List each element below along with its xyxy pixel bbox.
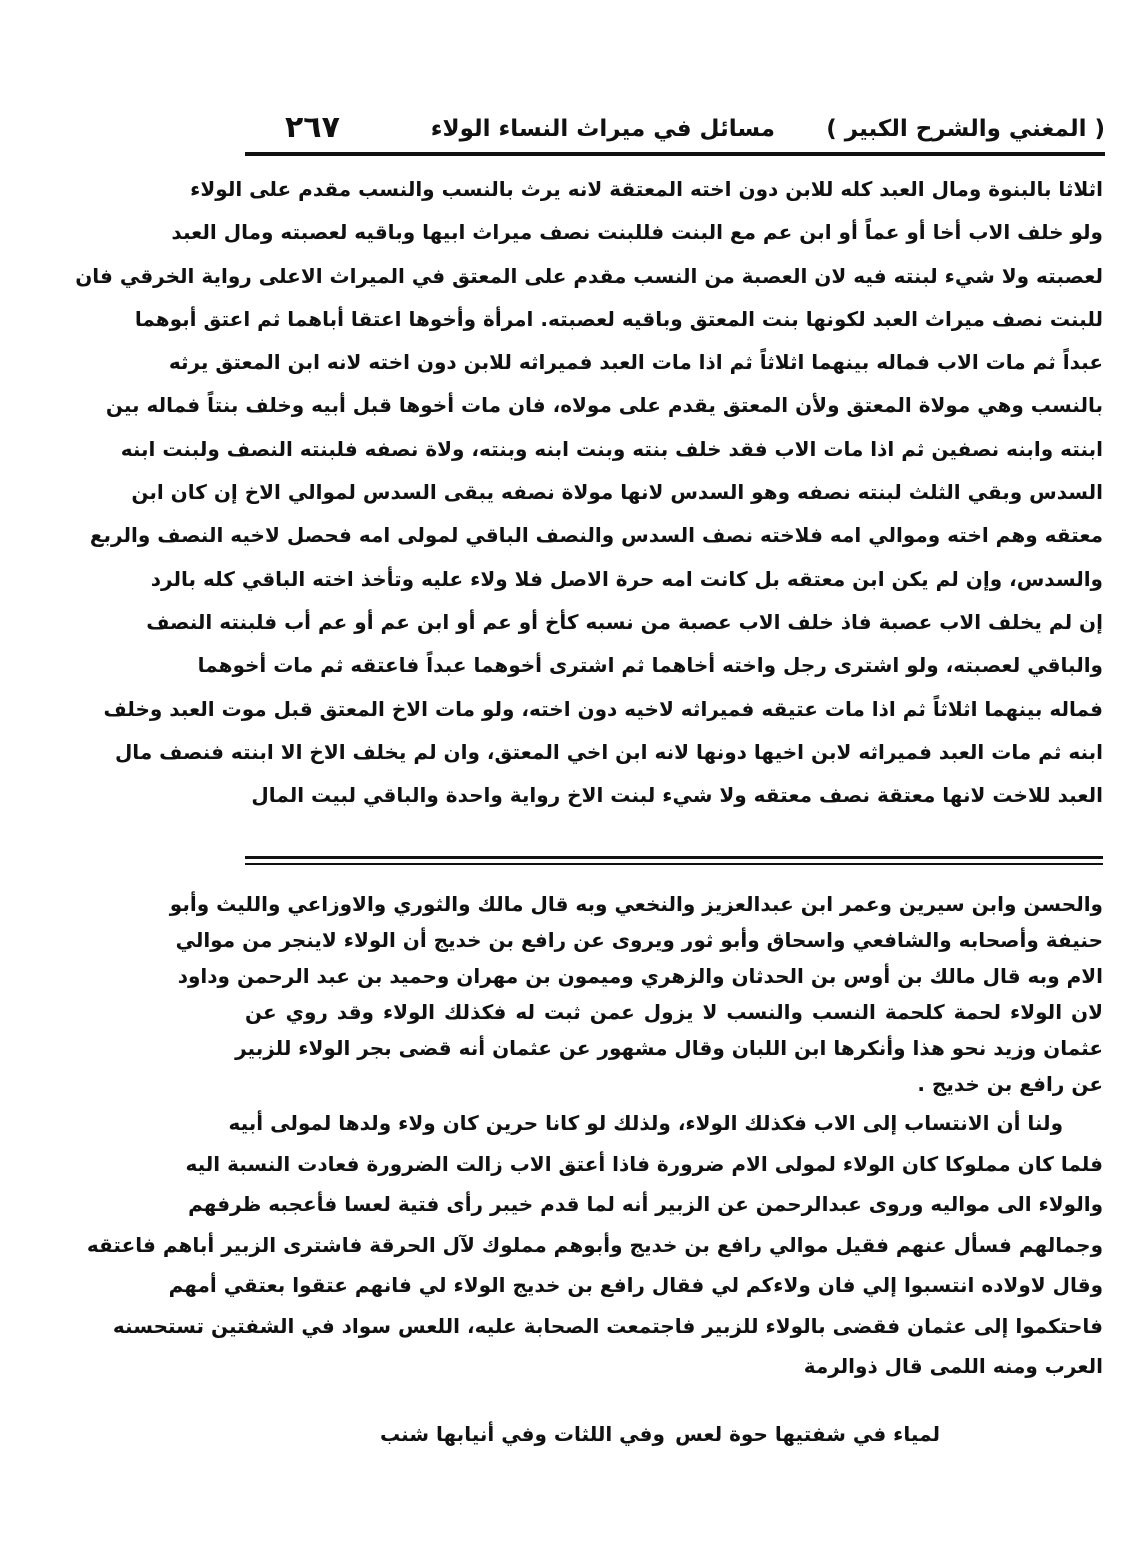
footnote-line: فلما كان مملوكا كان الولاء لمولى الام ضرورة فاذا أعتق الاب زالت الضرورة فعادت النسبة اليه: [185, 1151, 1103, 1176]
text-line: والسدس، وإن لم يكن ابن معتقه بل كانت امه حرة الاصل فلا ولاء عليه وتأخذ اخته الباقي كله بالرد: [150, 566, 1103, 591]
text-line: إن لم يخلف الاب عصبة فاذ خلف الاب عصبة من نسبه كأخ أو عم أو ابن عم أو عم أب فلبنته النصف: [146, 609, 1103, 634]
text-line: ابنه ثم مات العبد فميراثه لابن اخيها دونها لانه ابن اخي المعتق، وان لم يخلف الاخ الا ابنته فنصف مال: [114, 739, 1103, 764]
text-line: والباقي لعصبته، ولو اشترى رجل واخته أخاهما ثم اشترى أخوهما عبداً فاعتقه ثم مات أخوهما: [197, 653, 1103, 678]
text-line: معتقه وهم اخته وموالي امه فلاخته نصف السدس والنصف الباقي لمولى امه فحصل لاخيه النصف والربع: [89, 523, 1103, 548]
page-number: ٢٦٧: [285, 110, 340, 145]
footnote-line: فاحتكموا إلى عثمان فقضى بالولاء للزبير فاجتمعت الصحابة عليه، اللعس سواد في الشفتين تستحسنه: [112, 1313, 1103, 1338]
text-line: العبد للاخت لانها معتقة نصف معتقه ولا شيء لبنت الاخ رواية واحدة والباقي لبيت المال: [251, 783, 1103, 808]
text-line: اثلاثا بالبنوة ومال العبد كله للابن دون اخته المعتقة لانه يرث بالنسب والنسب مقدم على الولاء: [190, 177, 1103, 201]
header-rule: [245, 152, 1105, 156]
poetry-verse: [380, 1422, 940, 1446]
footnote-text: [169, 886, 1103, 1102]
footnote-line: ولنا أن الانتساب إلى الاب فكذلك الولاء، ولذلك لو كانا حرين كان ولاء ولدها لمولى أبيه: [228, 1111, 1063, 1135]
footnote-line: عن رافع بن خديج .: [917, 1072, 1103, 1096]
text-line: عبداً ثم مات الاب فماله بينهما اثلاثاً ثم اذا مات العبد فميراثه للابن دون اخته لانه ابن المعتق يرثه: [168, 350, 1103, 375]
footnote-line: عثمان وزيد نحو هذا وأنكرها ابن اللبان وقال مشهور عن عثمان أنه قضى بجر الولاء للزبير: [235, 1036, 1103, 1060]
footnote-line: وقال لاولاده انتسبوا إلي فان ولاءكم لي فقال رافع بن خديج الولاء لي فانهم عتقوا بعتقي أمهم: [168, 1273, 1103, 1297]
footnote-line: لان الولاء لحمة كلحمة النسب والنسب لا يزول عمن ثبت له فكذلك الولاء وقد روي عن: [245, 1000, 1103, 1024]
text-line: فماله بينهما اثلاثاً ثم اذا مات عتيقه فميراثه لاخيه دون اخته، ولو مات الاخ المعتق قبل موت العبد وخلف: [103, 696, 1103, 721]
footnote-text-2: [86, 1103, 1103, 1387]
book-title: ( المغني والشرح الكبير ): [826, 116, 1105, 142]
verse-first-hemistich: لمياء في شفتيها حوة لعس: [675, 1422, 940, 1446]
footnote-line: حنيفة وأصحابه والشافعي واسحاق وأبو ثور ويروى عن رافع بن خديج أن الولاء لاينجر من موالي: [175, 928, 1103, 952]
footnote-line: والولاء الى مواليه وروى عبدالرحمن عن الزبير أنه لما قدم خيبر رأى فتية لعسا فأعجبه ظرفهم: [188, 1192, 1103, 1216]
verse-second-hemistich: وفي اللثات وفي أنيابها شنب: [380, 1422, 665, 1446]
section-title: مسائل في ميراث النساء الولاء: [430, 116, 775, 142]
footnote-line: وجمالهم فسأل عنهم فقيل موالي رافع بن خديج وأبوهم مملوك لآل الحرقة فاشترى الزبير أباهم فاعتقه: [86, 1232, 1103, 1257]
text-line: للبنت نصف ميراث العبد لكونها بنت المعتق وباقيه لعصبته. امرأة وأخوها اعتقا أباهما ثم اعتق أبوهما: [134, 306, 1103, 331]
text-line: بالنسب وهي مولاة المعتق ولأن المعتق يقدم على مولاه، فان مات أخوها قبل أبيه وخلف بنتاً فماله بين: [105, 393, 1103, 418]
separator-rule-top: [245, 856, 1103, 859]
footnote-line: العرب ومنه اللمى قال ذوالرمة: [803, 1354, 1103, 1378]
footnote-line: الام وبه قال مالك بن أوس بن الحدثان والزهري وميمون بن مهران وحميد بن عبد الرحمن وداود: [177, 964, 1103, 988]
text-line: السدس وبقي الثلث لبنته نصفه وهو السدس لانها مولاة نصفه يبقى السدس لموالي الاخ إن كان ابن: [131, 480, 1103, 505]
footnote-line: والحسن وابن سيرين وعمر ابن عبدالعزيز والنخعي وبه قال مالك والثوري والاوزاعي والليث وأبو: [169, 892, 1103, 916]
text-line: ولو خلف الاب أخا أو عماً أو ابن عم مع البنت فللبنت نصف ميراث ابيها وباقيه لعصبته ومال العبد: [171, 220, 1103, 245]
separator-rule-bottom: [245, 863, 1103, 865]
text-line: ابنته وابنه نصفين ثم اذا مات الاب فقد خلف بنته وبنت ابنه وبنته، ولاة نصفه فلبنته النصف ولبنت ابنه: [120, 436, 1103, 461]
main-text: [75, 168, 1103, 817]
page-header: [245, 112, 1105, 152]
text-line: لعصبته ولا شيء لبنته فيه لان العصبة من النسب مقدم على المعتق في الميراث الاعلى رواية الخرقي فان: [75, 263, 1103, 288]
